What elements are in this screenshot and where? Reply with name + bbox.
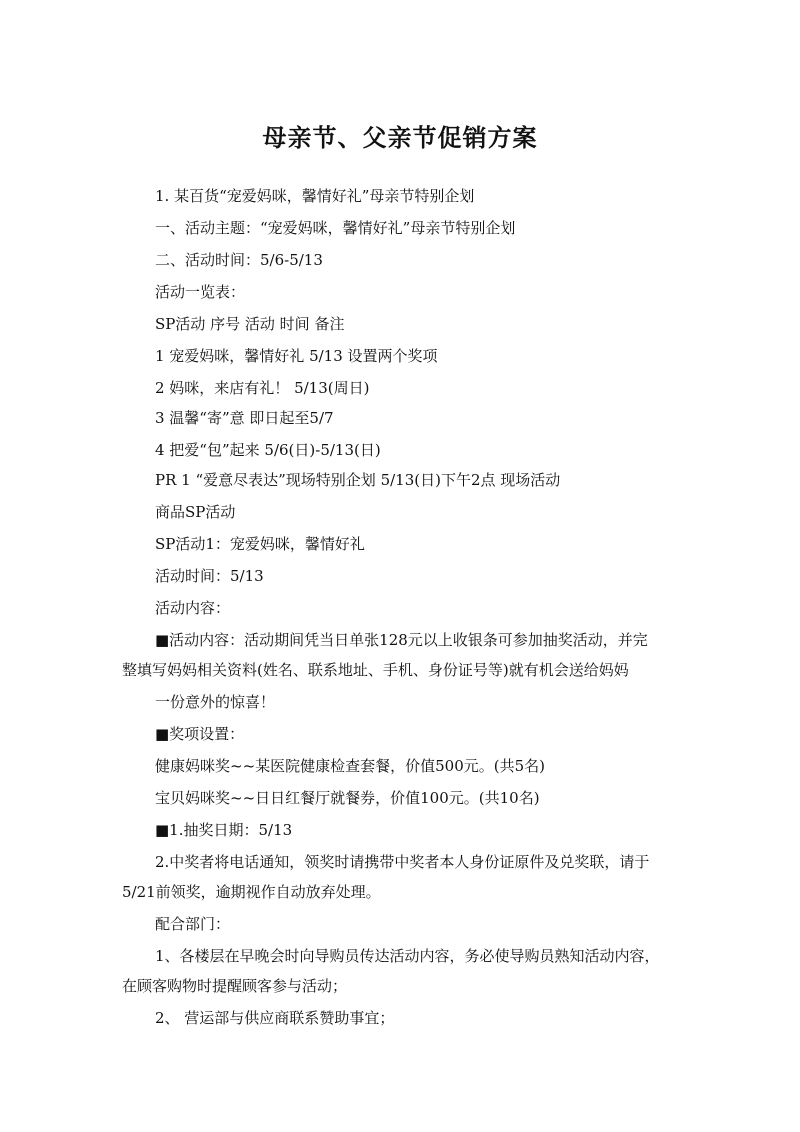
text-line: 在顾客购物时提醒顾客参与活动；: [122, 977, 348, 995]
text-line: 2.中奖者将电话通知，领奖时请携带中奖者本人身份证原件及兑奖联，请于: [155, 853, 650, 871]
text-line: 活动时间：5/13: [155, 567, 264, 585]
text-line: 2 妈咪，来店有礼！ 5/13(周日): [155, 379, 370, 397]
text-line: ■奖项设置：: [155, 725, 245, 743]
text-line: 1、各楼层在早晚会时向导购员传达活动内容，务必使导购员熟知活动内容，: [155, 947, 660, 965]
text-line: 商品SP活动: [155, 503, 236, 521]
text-line: 活动内容：: [155, 599, 231, 617]
text-line: 一、活动主题：“宠爱妈咪，馨情好礼”母亲节特别企划: [155, 219, 516, 237]
text-line: PR 1 “爱意尽表达”现场特别企划 5/13(日)下午2点 现场活动: [155, 471, 561, 489]
text-line: 2、 营运部与供应商联系赞助事宜；: [155, 1009, 395, 1027]
text-line: ■1.抽奖日期：5/13: [155, 821, 293, 839]
text-line: ■活动内容：活动期间凭当日单张128元以上收银条可参加抽奖活动，并完: [155, 631, 648, 649]
document-title: 母亲节、父亲节促销方案: [262, 123, 538, 152]
text-line: 活动一览表：: [155, 283, 246, 301]
text-line: 宝贝妈咪奖~~日日红餐厅就餐券，价值100元。(共10名): [155, 789, 540, 807]
text-line: 二、活动时间：5/6-5/13: [155, 251, 323, 269]
text-line: 配合部门：: [155, 915, 231, 933]
text-line: 一份意外的惊喜！: [155, 693, 276, 711]
text-line: 整填写妈妈相关资料(姓名、联系地址、手机、身份证号等)就有机会送给妈妈: [122, 661, 629, 679]
text-line: 1. 某百货“宠爱妈咪，馨情好礼”母亲节特别企划: [155, 187, 475, 205]
text-line: 3 温馨“寄”意 即日起至5/7: [155, 409, 334, 427]
text-line: 5/21前领奖，逾期视作自动放弃处理。: [122, 883, 381, 901]
text-line: SP活动1：宠爱妈咪，馨情好礼: [155, 535, 365, 553]
text-line: 健康妈咪奖~~某医院健康检查套餐，价值500元。(共5名): [155, 757, 546, 775]
text-line: 4 把爱“包”起来 5/6(日)-5/13(日): [155, 441, 381, 459]
text-line: 1 宠爱妈咪，馨情好礼 5/13 设置两个奖项: [155, 347, 438, 365]
text-line: SP活动 序号 活动 时间 备注: [155, 315, 345, 333]
